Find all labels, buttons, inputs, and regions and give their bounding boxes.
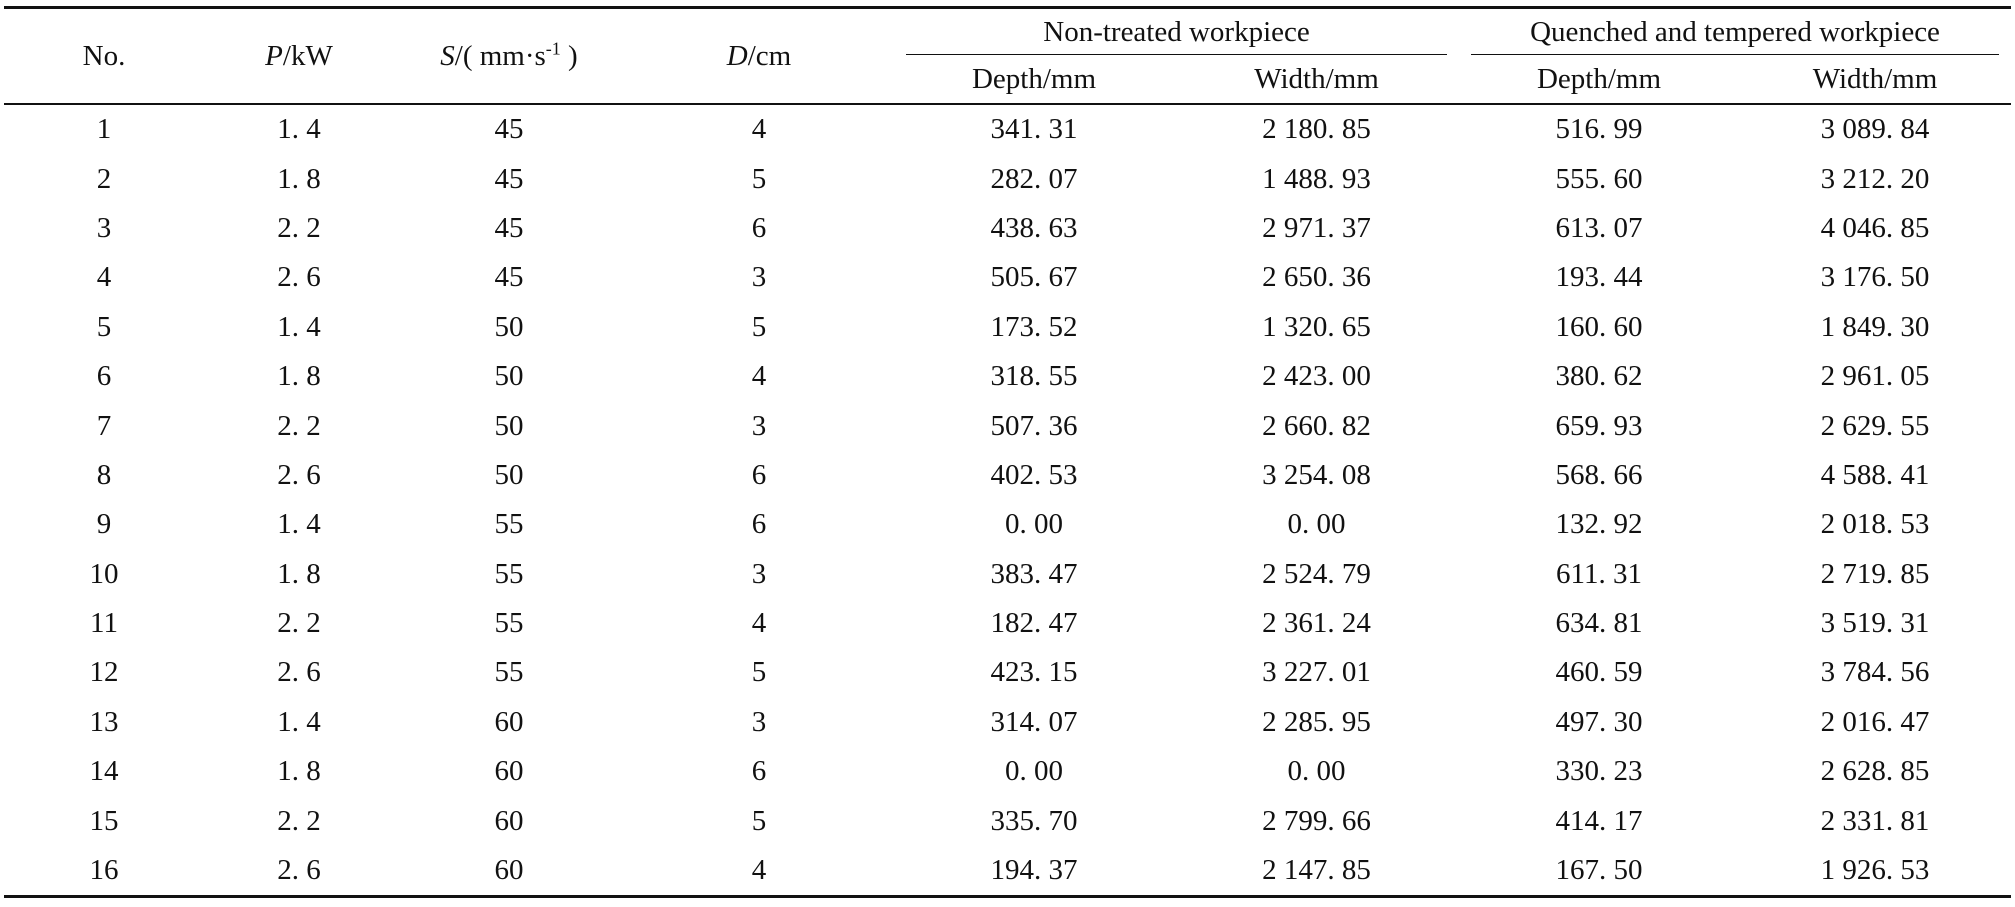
- header-distance-symbol: D: [726, 39, 748, 72]
- cell-qt-depth: 613. 07: [1555, 211, 1643, 244]
- cell-speed: 50: [494, 360, 524, 393]
- cell-nt-depth: 505. 67: [990, 261, 1078, 294]
- cell-nt-depth: 314. 07: [990, 705, 1078, 738]
- header-group-quenched: [1459, 8, 2011, 56]
- cell-qt-depth: 659. 93: [1555, 409, 1643, 442]
- cell-qt-depth: 555. 60: [1555, 162, 1643, 195]
- cell-power: 1. 8: [277, 755, 321, 788]
- cell-nt-depth: 173. 52: [990, 310, 1078, 343]
- cell-speed: 60: [494, 705, 524, 738]
- cell-qt-width: 2 018. 53: [1820, 508, 1930, 541]
- cell-speed: 60: [494, 755, 524, 788]
- cell-nt-depth: 341. 31: [990, 113, 1078, 146]
- table-row: [4, 500, 2011, 549]
- header-speed-unit-sup: -1: [545, 37, 561, 58]
- cell-distance: 3: [751, 705, 767, 738]
- header-distance: [624, 8, 894, 105]
- cell-power: 1. 4: [277, 705, 321, 738]
- cell-qt-depth: 516. 99: [1555, 113, 1643, 146]
- cell-nt-depth: 282. 07: [990, 162, 1078, 195]
- cell-power: 2. 6: [277, 656, 321, 689]
- cell-no: 16: [4, 846, 204, 897]
- cell-no: 5: [96, 310, 112, 343]
- cell-qt-width: 2 629. 55: [1820, 409, 1930, 442]
- cell-qt-depth: 568. 66: [1555, 458, 1643, 491]
- cell-nt-width: 2 799. 66: [1262, 804, 1371, 837]
- cell-no: 15: [89, 804, 119, 837]
- cell-nt-depth: 318. 55: [990, 360, 1078, 393]
- cell-qt-depth: 497. 30: [1555, 705, 1643, 738]
- cell-power: 1. 8: [277, 360, 321, 393]
- table-row: [4, 451, 2011, 500]
- cell-power: 2. 2: [277, 607, 321, 640]
- cell-no: 4: [96, 261, 112, 294]
- cell-no: 11: [90, 607, 118, 640]
- cell-nt-width: 2 361. 24: [1262, 607, 1371, 640]
- cell-nt-depth: 194. 37: [894, 846, 1174, 897]
- cell-nt-depth: 438. 63: [990, 211, 1078, 244]
- cell-speed: 45: [494, 211, 524, 244]
- cell-qt-depth: 634. 81: [1555, 607, 1643, 640]
- cell-power: 2. 6: [204, 846, 394, 897]
- table-row: [4, 648, 2011, 697]
- cell-nt-width: 1 320. 65: [1262, 310, 1371, 343]
- cell-nt-width: 2 285. 95: [1262, 705, 1371, 738]
- cell-power: 1. 8: [277, 162, 321, 195]
- cell-qt-width: 3 089. 84: [1820, 113, 1930, 146]
- cell-distance: 6: [751, 211, 767, 244]
- table-body: [4, 104, 2011, 897]
- header-speed: [394, 8, 624, 105]
- table-row: [4, 352, 2011, 401]
- cell-speed: 50: [494, 458, 524, 491]
- cell-no: 9: [96, 508, 112, 541]
- header-speed-unit-pre: /( mm·s: [454, 39, 546, 72]
- cell-qt-width: 3 784. 56: [1820, 656, 1930, 689]
- cell-nt-depth: 402. 53: [990, 458, 1078, 491]
- cell-no: 3: [96, 211, 112, 244]
- cell-nt-depth: 335. 70: [990, 804, 1078, 837]
- cell-no: 13: [89, 705, 119, 738]
- cell-power: 2. 6: [277, 261, 321, 294]
- cell-qt-width: 1 926. 53: [1739, 846, 2011, 897]
- cell-nt-width: 2 650. 36: [1262, 261, 1371, 294]
- cell-nt-width: 0. 00: [1287, 508, 1346, 541]
- cell-distance: 4: [751, 113, 767, 146]
- table-row: [4, 747, 2011, 796]
- table-row: [4, 401, 2011, 450]
- cell-no: 8: [96, 458, 112, 491]
- cell-speed: 45: [494, 162, 524, 195]
- cell-qt-depth: 460. 59: [1555, 656, 1643, 689]
- cell-distance: 3: [751, 261, 767, 294]
- header-power-symbol: P: [265, 39, 283, 72]
- cell-power: 2. 2: [277, 409, 321, 442]
- cell-power: 1. 4: [277, 508, 321, 541]
- cell-nt-width: 2 524. 79: [1262, 557, 1371, 590]
- cell-qt-depth: 330. 23: [1555, 755, 1643, 788]
- header-qt-depth: Depth/mm: [1459, 55, 1739, 104]
- cell-qt-width: 3 176. 50: [1820, 261, 1930, 294]
- cell-qt-depth: 160. 60: [1555, 310, 1643, 343]
- header-group-non-treated: [894, 8, 1459, 56]
- cell-no: 1: [96, 113, 112, 146]
- cell-power: 1. 4: [277, 310, 321, 343]
- cell-qt-width: 2 628. 85: [1820, 755, 1930, 788]
- cell-speed: 55: [494, 607, 524, 640]
- cell-distance: 5: [751, 656, 767, 689]
- cell-qt-width: 1 849. 30: [1820, 310, 1930, 343]
- cell-qt-depth: 611. 31: [1556, 557, 1642, 590]
- cell-nt-depth: 0. 00: [1005, 755, 1063, 788]
- cell-speed: 60: [394, 846, 624, 897]
- cell-no: 14: [89, 755, 119, 788]
- cell-nt-width: 2 180. 85: [1262, 113, 1371, 146]
- cell-distance: 5: [751, 310, 767, 343]
- table-row: [4, 796, 2011, 845]
- header-speed-symbol: S: [440, 39, 455, 72]
- header-nt-width: Width/mm: [1174, 55, 1459, 104]
- cell-nt-width: 3 227. 01: [1262, 656, 1371, 689]
- cell-qt-width: 4 588. 41: [1820, 458, 1930, 491]
- cell-distance: 3: [751, 409, 767, 442]
- cell-nt-depth: 507. 36: [990, 409, 1078, 442]
- cell-nt-width: 2 423. 00: [1262, 360, 1371, 393]
- cell-qt-depth: 414. 17: [1555, 804, 1643, 837]
- cell-qt-depth: 380. 62: [1555, 360, 1643, 393]
- cell-distance: 4: [751, 360, 767, 393]
- cell-distance: 5: [751, 162, 767, 195]
- cell-nt-width: 1 488. 93: [1262, 162, 1371, 195]
- table-row: [4, 550, 2011, 599]
- header-speed-unit-post: ): [560, 39, 578, 72]
- header-qt-width: Width/mm: [1739, 55, 2011, 104]
- cell-speed: 50: [494, 310, 524, 343]
- cell-no: 7: [96, 409, 112, 442]
- cell-speed: 55: [494, 508, 524, 541]
- table-row: [4, 253, 2011, 302]
- cell-no: 6: [96, 360, 112, 393]
- cell-distance: 6: [751, 755, 767, 788]
- cell-nt-width: 2 971. 37: [1262, 211, 1371, 244]
- cell-speed: 60: [494, 804, 524, 837]
- table-row: [4, 303, 2011, 352]
- cell-speed: 55: [494, 557, 524, 590]
- cell-power: 2. 2: [277, 804, 321, 837]
- cell-no: 2: [96, 162, 112, 195]
- cell-power: 1. 8: [277, 557, 321, 590]
- cell-nt-width: 3 254. 08: [1262, 458, 1371, 491]
- cell-nt-width: 2 660. 82: [1262, 409, 1371, 442]
- cell-distance: 4: [751, 607, 767, 640]
- table-row: [4, 698, 2011, 747]
- header-power-unit: /kW: [282, 39, 333, 72]
- table-row: [4, 204, 2011, 253]
- cell-distance: 6: [751, 458, 767, 491]
- cell-qt-width: 2 719. 85: [1820, 557, 1930, 590]
- cell-qt-depth: 132. 92: [1555, 508, 1643, 541]
- header-group-non-treated-label: Non-treated workpiece: [1043, 15, 1310, 48]
- cell-speed: 50: [494, 409, 524, 442]
- cell-nt-depth: 383. 47: [990, 557, 1078, 590]
- header-power: [204, 8, 394, 105]
- table-row: [4, 104, 2011, 154]
- table-header: [4, 8, 2011, 105]
- cell-qt-width: 2 331. 81: [1820, 804, 1930, 837]
- cell-qt-width: 3 212. 20: [1820, 162, 1930, 195]
- cell-no: 10: [89, 557, 119, 590]
- cell-speed: 55: [494, 656, 524, 689]
- cell-qt-width: 2 961. 05: [1820, 360, 1930, 393]
- cell-distance: 4: [624, 846, 894, 897]
- cell-speed: 45: [494, 113, 524, 146]
- cell-no: 12: [89, 656, 119, 689]
- cell-nt-width: 0. 00: [1287, 755, 1346, 788]
- cell-nt-depth: 423. 15: [990, 656, 1078, 689]
- cell-qt-width: 4 046. 85: [1820, 211, 1930, 244]
- cell-qt-width: 2 016. 47: [1820, 705, 1930, 738]
- cell-distance: 6: [751, 508, 767, 541]
- cell-distance: 3: [751, 557, 767, 590]
- cell-nt-width: 2 147. 85: [1174, 846, 1459, 897]
- cell-qt-depth: 193. 44: [1555, 261, 1643, 294]
- cell-power: 2. 6: [277, 458, 321, 491]
- cell-distance: 5: [751, 804, 767, 837]
- header-group-non-treated-rule: [906, 54, 1447, 55]
- header-nt-depth: Depth/mm: [894, 55, 1174, 104]
- cell-qt-width: 3 519. 31: [1820, 607, 1930, 640]
- header-distance-unit: /cm: [747, 39, 792, 72]
- cell-power: 1. 4: [277, 113, 321, 146]
- header-group-quenched-rule: [1471, 54, 1999, 55]
- cell-speed: 45: [494, 261, 524, 294]
- header-no: No.: [4, 8, 204, 105]
- cell-nt-depth: 182. 47: [990, 607, 1078, 640]
- table-row: [4, 846, 2011, 897]
- table-row: [4, 154, 2011, 203]
- results-table: [4, 6, 2011, 898]
- cell-power: 2. 2: [277, 211, 321, 244]
- cell-qt-depth: 167. 50: [1459, 846, 1739, 897]
- cell-nt-depth: 0. 00: [1005, 508, 1063, 541]
- header-group-quenched-label: Quenched and tempered workpiece: [1530, 15, 1940, 48]
- table-row: [4, 599, 2011, 648]
